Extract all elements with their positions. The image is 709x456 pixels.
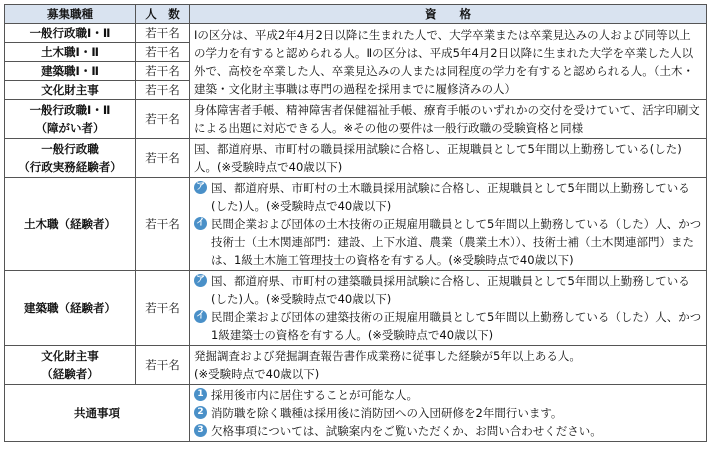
list-item [194,179,702,215]
job-cultural-experienced [5,346,136,385]
header-job: 募集職種 [5,5,136,24]
table-row [5,139,707,178]
table-row [5,178,707,271]
list-item [194,272,702,308]
common-items-row [5,385,707,442]
qualification-disabled: 身体障害者手帳、精神障害者保健福祉手帳、療育手帳のいずれかの交付を受けていて、活字印刷文による出題に対応できる人。※その他の要件は一般行政職の受験資格と同様 [190,100,707,139]
job-civil-experienced: 土木職（経験者） [5,178,136,271]
job-architecture: 建築職Ⅰ・Ⅱ [5,62,136,81]
item-marker-i-icon: イ [195,311,205,321]
job-line: 一般行政職 [41,142,99,156]
list-item-text: 採用後市内に居住することが可能な人。 [211,388,418,402]
job-line: 文化財主事 [41,349,99,363]
qualification-line: 発掘調査および発掘調査報告書作成業務に従事した経験が5年以上ある人。 [194,349,581,363]
list-item [194,404,702,422]
count-cell: 若干名 [136,62,190,81]
list-item [194,422,702,440]
job-cultural-property: 文化財主事 [5,81,136,100]
list-item-text: 民間企業および団体の建築技術の正規雇用職員として5年間以上勤務している（した）人、かつ1級建築士の資格を有する人。(※受験時点で40歳以下) [211,310,702,342]
table-row [5,24,707,43]
job-admin-experienced [5,139,136,178]
header-count: 人 数 [136,5,190,24]
list-item-text: 国、都道府県、市町村の土木職員採用試験に合格し、正規職員として5年間以上勤務している(した)人。(※受験時点で40歳以下) [211,181,690,213]
common-items-label: 共通事項 [5,385,190,442]
count-cell: 若干名 [136,81,190,100]
job-disabled [5,100,136,139]
qualification-general: Ⅰの区分は、平成2年4月2日以降に生まれた人で、大学卒業または卒業見込みの人および同等以上の学力を有すると認められる人。Ⅱの区分は、平成5年4月2日以降に生まれた大学を卒業した人以外で、高校を卒業した人、卒業見込みの人または同程度の学力を有すると認められる人。（土木・建築・文化財主事職は専門の過程を採用までに履修済みの人） [190,24,707,100]
list-item [194,308,702,344]
list-item [194,386,702,404]
job-civil: 土木職Ⅰ・Ⅱ [5,43,136,62]
qualification-civil-experienced [190,178,707,271]
count-cell: 若干名 [136,24,190,43]
number-3-icon: 3 [194,424,207,437]
item-marker-i-icon: イ [195,218,205,228]
number-2-icon: 2 [194,406,207,419]
list-item-text: 民間企業および団体の土木技術の正規雇用職員として5年間以上勤務している（した）人、かつ技術士（土木関連部門：建設、上下水道、農業（農業土木））、技術士補（土木関連部門）または、1級土木施工管理技士の資格を有する人。(※受験時点で40歳以下) [211,217,702,267]
list-item-text: 消防職を除く職種は採用後に消防団への入団研修を2年間行います。 [211,406,563,420]
number-1-icon: 1 [194,388,207,401]
recruitment-table [4,4,707,442]
count-cell: 若干名 [136,139,190,178]
list-item-text: 欠格事項については、試験案内をご覧いただくか、お問い合わせください。 [211,424,602,438]
table-row [5,346,707,385]
count-cell: 若干名 [136,271,190,346]
item-marker-a-icon: ア [195,182,205,192]
table-row [5,100,707,139]
job-architecture-experienced: 建築職（経験者） [5,271,136,346]
qualification-admin-experienced: 国、都道府県、市町村の職員採用試験に合格し、正規職員として5年間以上勤務している(した)人。(※受験時点で40歳以下) [190,139,707,178]
count-cell: 若干名 [136,178,190,271]
qualification-cultural-experienced [190,346,707,385]
job-line: （経験者） [41,367,99,381]
header-row [5,5,707,24]
list-item [194,215,702,269]
age-note: (※受験時点で40歳以下) [194,367,320,381]
list-item-text: 国、都道府県、市町村の建築職員採用試験に合格し、正規職員として5年間以上勤務している(した)人。(※受験時点で40歳以下) [211,274,690,306]
count-cell: 若干名 [136,43,190,62]
job-line: 一般行政職Ⅰ・Ⅱ [29,103,111,117]
header-qualification: 資 格 [190,5,707,24]
job-general-admin: 一般行政職Ⅰ・Ⅱ [5,24,136,43]
count-cell: 若干名 [136,346,190,385]
qualification-architecture-experienced [190,271,707,346]
job-line: （行政実務経験者） [18,160,122,174]
table-row [5,271,707,346]
item-marker-a-icon: ア [195,275,205,285]
count-cell: 若干名 [136,100,190,139]
common-items [190,385,707,442]
job-line: （障がい者） [35,121,105,135]
